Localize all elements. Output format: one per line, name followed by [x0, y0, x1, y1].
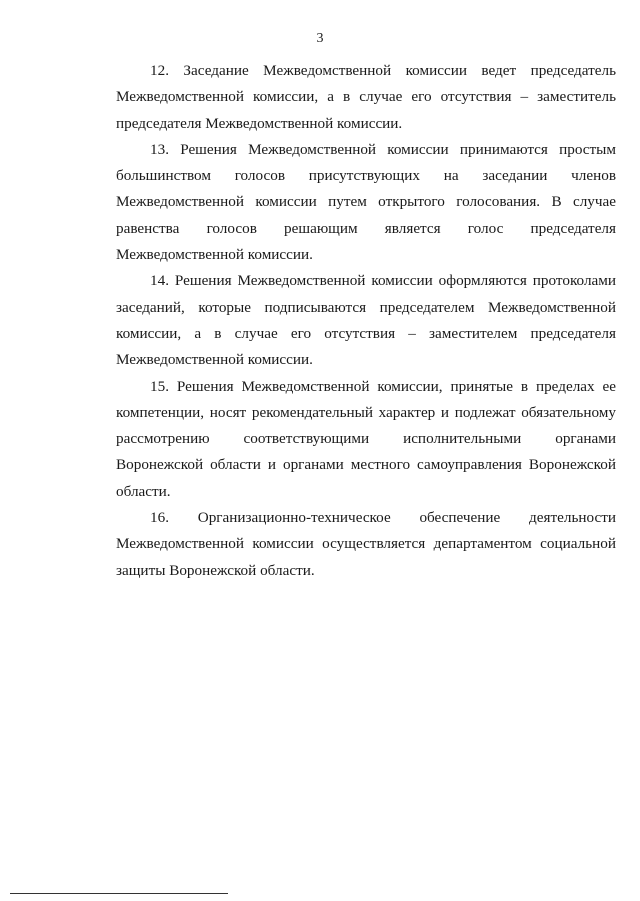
document-body [116, 58, 616, 584]
paragraph-15: 15. Решения Межведомственной комиссии, принятые в пределах ее компетенции, носят рекомендательный характер и подлежат обязательному рассмотрению соответствующими исполнительными органами Воронежской области и органами местного самоуправления Воронежской области. [116, 377, 616, 500]
paragraph-16: 16. Организационно-техническое обеспечение деятельности Межведомственной комиссии осуществляется департаментом социальной защиты Воронежской области. [116, 509, 616, 579]
paragraph-12: 12. Заседание Межведомственной комиссии ведет председатель Межведомственной комиссии, а в случае его отсутствия – заместитель председателя Межведомственной комиссии. [116, 62, 616, 132]
footer-divider [10, 893, 228, 894]
paragraph-14: 14. Решения Межведомственной комиссии оформляются протоколами заседаний, которые подписываются председателем Межведомственной комиссии, а в случае его отсутствия – заместителем председателя Межведомственной комиссии. [116, 272, 616, 369]
paragraph-13: 13. Решения Межведомственной комиссии принимаются простым большинством голосов присутствующих на заседании членов Межведомственной комиссии путем открытого голосования. В случае равенства голосов решающим является голос председателя Межведомственной комиссии. [116, 140, 616, 264]
page-number: 3 [316, 31, 324, 46]
